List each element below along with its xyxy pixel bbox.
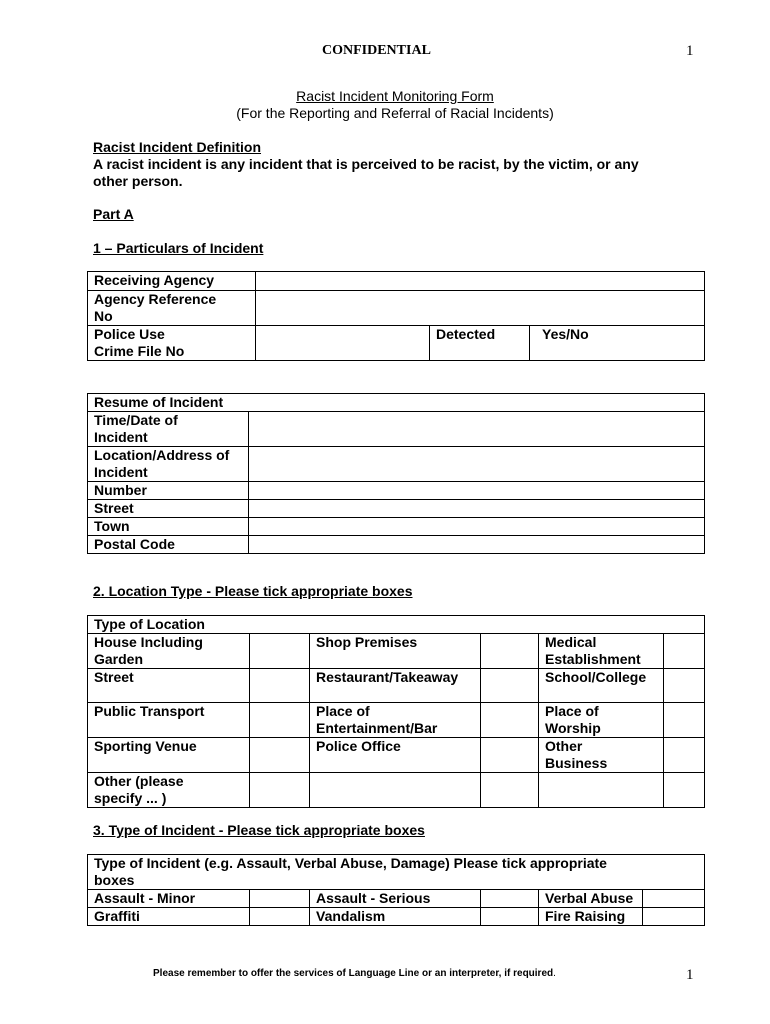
receiving-agency-field[interactable] <box>256 272 705 291</box>
time-date-field[interactable] <box>249 412 705 447</box>
school-label: School/College <box>539 669 664 703</box>
incident-type-heading: Type of Incident (e.g. Assault, Verbal Abuse, Damage) Please tick appropriate boxes <box>88 855 705 890</box>
sporting-venue-checkbox[interactable] <box>250 738 310 773</box>
form-title: Racist Incident Monitoring Form <box>296 88 494 104</box>
graffiti-checkbox[interactable] <box>250 908 310 926</box>
medical-label: Medical Establishment <box>539 634 664 669</box>
assault-minor-checkbox[interactable] <box>250 890 310 908</box>
worship-checkbox[interactable] <box>664 703 705 738</box>
detected-yes-no[interactable]: Yes/No <box>530 326 705 361</box>
shop-label: Shop Premises <box>310 634 481 669</box>
particulars-table <box>87 271 705 361</box>
vandalism-label: Vandalism <box>310 908 481 926</box>
vandalism-checkbox[interactable] <box>481 908 539 926</box>
receiving-agency-label: Receiving Agency <box>88 272 256 291</box>
fire-raising-checkbox[interactable] <box>643 908 705 926</box>
agency-reference-field[interactable] <box>256 291 705 326</box>
shop-checkbox[interactable] <box>481 634 539 669</box>
definition-block <box>93 139 639 190</box>
form-subtitle: (For the Reporting and Referral of Racial Incidents) <box>236 105 554 121</box>
agency-reference-label: Agency Reference No <box>88 291 256 326</box>
other-business-label: Other Business <box>539 738 664 773</box>
time-date-label: Time/Date of Incident <box>88 412 249 447</box>
street-label: Street <box>88 500 249 518</box>
entertainment-checkbox[interactable] <box>481 703 539 738</box>
restaurant-checkbox[interactable] <box>481 669 539 703</box>
empty-cell-c <box>664 773 705 808</box>
public-transport-checkbox[interactable] <box>250 703 310 738</box>
worship-label: Place of Worship <box>539 703 664 738</box>
resume-heading: Resume of Incident <box>88 394 705 412</box>
detected-label: Detected <box>430 326 530 361</box>
resume-table <box>87 393 705 554</box>
other-location-label: Other (please specify ... ) <box>88 773 250 808</box>
public-transport-label: Public Transport <box>88 703 250 738</box>
police-office-checkbox[interactable] <box>481 738 539 773</box>
header-page-number: 1 <box>686 43 694 59</box>
definition-text-line1: A racist incident is any incident that is perceived to be racist, by the victim, or any <box>93 156 639 172</box>
crime-file-field[interactable] <box>256 326 430 361</box>
incident-type-table <box>87 854 705 926</box>
part-a-heading: Part A <box>93 206 134 222</box>
footer-page-number: 1 <box>686 967 694 983</box>
assault-minor-label: Assault - Minor <box>88 890 250 908</box>
assault-serious-label: Assault - Serious <box>310 890 481 908</box>
empty-cell-b <box>539 773 664 808</box>
postal-code-field[interactable] <box>249 536 705 554</box>
section1-heading: 1 – Particulars of Incident <box>93 240 264 256</box>
medical-checkbox[interactable] <box>664 634 705 669</box>
sporting-venue-label: Sporting Venue <box>88 738 250 773</box>
empty-cell-a <box>481 773 539 808</box>
street-location-label: Street <box>88 669 250 703</box>
assault-serious-checkbox[interactable] <box>481 890 539 908</box>
section3-heading: 3. Type of Incident - Please tick appropriate boxes <box>93 822 425 838</box>
location-type-table <box>87 615 705 808</box>
police-office-label: Police Office <box>310 738 481 773</box>
crime-file-label: Police Use Crime File No <box>88 326 256 361</box>
location-label: Location/Address of Incident <box>88 447 249 482</box>
street-field[interactable] <box>249 500 705 518</box>
confidential-label: CONFIDENTIAL <box>322 43 431 58</box>
other-business-checkbox[interactable] <box>664 738 705 773</box>
verbal-abuse-label: Verbal Abuse <box>539 890 643 908</box>
street-checkbox[interactable] <box>250 669 310 703</box>
town-field[interactable] <box>249 518 705 536</box>
definition-text-line2: other person. <box>93 173 183 189</box>
house-checkbox[interactable] <box>250 634 310 669</box>
number-label: Number <box>88 482 249 500</box>
school-checkbox[interactable] <box>664 669 705 703</box>
footer-note: Please remember to offer the services of Language Line or an interpreter, if required. <box>153 968 556 979</box>
postal-code-label: Postal Code <box>88 536 249 554</box>
type-of-location-heading: Type of Location <box>88 616 705 634</box>
section2-heading: 2. Location Type - Please tick appropriate boxes <box>93 583 413 599</box>
location-field[interactable] <box>249 447 705 482</box>
form-title-block <box>0 88 770 122</box>
town-label: Town <box>88 518 249 536</box>
house-label: House Including Garden <box>88 634 250 669</box>
number-field[interactable] <box>249 482 705 500</box>
other-location-field[interactable] <box>310 773 481 808</box>
definition-heading: Racist Incident Definition <box>93 139 262 155</box>
other-location-checkbox[interactable] <box>250 773 310 808</box>
restaurant-label: Restaurant/Takeaway <box>310 669 481 703</box>
graffiti-label: Graffiti <box>88 908 250 926</box>
entertainment-label: Place of Entertainment/Bar <box>310 703 481 738</box>
fire-raising-label: Fire Raising <box>539 908 643 926</box>
verbal-abuse-checkbox[interactable] <box>643 890 705 908</box>
